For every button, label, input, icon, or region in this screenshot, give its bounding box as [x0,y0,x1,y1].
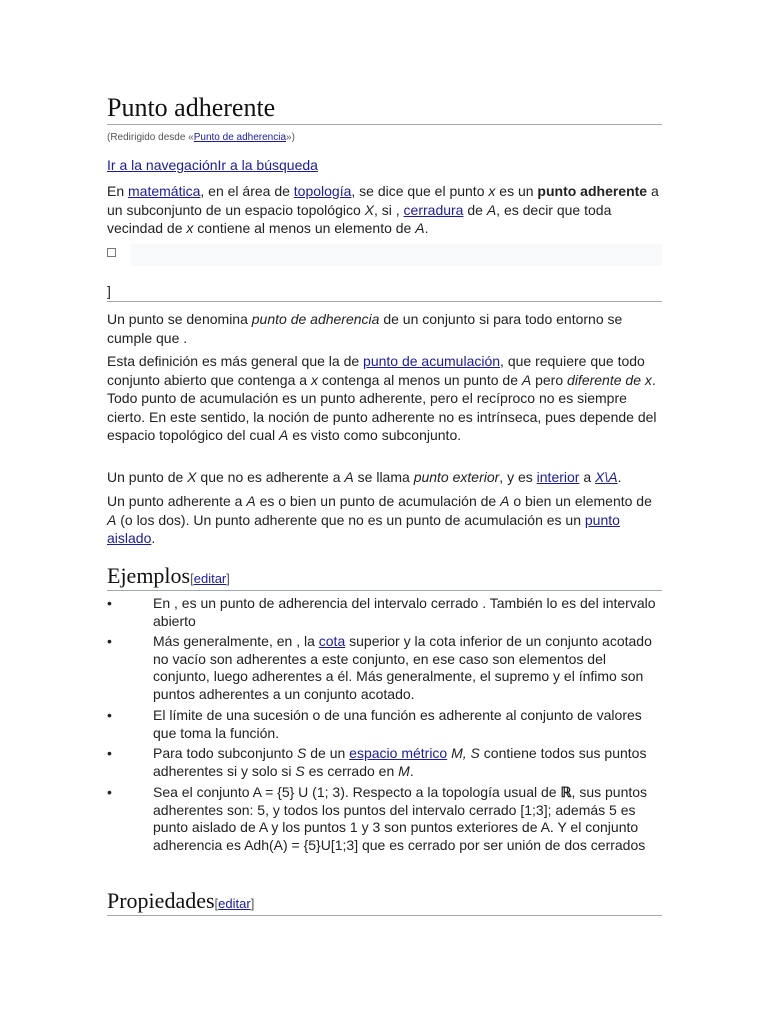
link-cerradura[interactable]: cerradura [403,201,464,218]
search-skip-link[interactable]: Ir a la búsqueda [217,157,318,173]
section-heading-propiedades: Propiedades[editar] [107,887,662,916]
edit-link[interactable]: editar [193,571,227,586]
list-item: • Sea el conjunto A = {5} U (1; 3). Respecto a la topología usual de ℝ, sus puntos adherentes son: 5, y todos los puntos del intervalo cerrado [1;3]; además 5 es punto aislado de A y los puntos 1 y 3 son puntos exteriores de A. Y el conjunto adherencia es Adh(A) = {5}U[1;3] que es cerrado por ser unión de dos cerrados [107,784,648,853]
link-punto-aislado[interactable]: punto aislado [107,511,620,546]
bullet: • [107,633,112,649]
checkbox-icon[interactable] [107,248,116,257]
section-heading-ejemplos: Ejemplos[editar] [107,562,662,591]
bullet: • [107,745,112,761]
stray-bracket: ] [107,283,111,299]
bullet: • [107,595,112,611]
link-interior[interactable]: interior [536,469,580,485]
redirect-prefix: (Redirigido desde « [107,132,194,143]
link-matematica[interactable]: matemática [128,183,201,199]
link-cota[interactable]: cota [318,633,346,649]
list-item: • En , es un punto de adherencia del intervalo cerrado . También lo es del intervalo abierto [107,595,656,629]
bullet: • [107,784,112,800]
reals-symbol: ℝ [560,784,572,800]
paragraph-accumulation: Esta definición es más general que la de punto de acumulación, que requiere que todo conjunto abierto que contenga a x contenga al menos un punto de A pero diferente de x. Todo punto de acumulación es un punto adherente, pero el recíproco no es siempre cierto. En este sentido, la noción de punto adherente no es intrínseca, pues depende del espacio topológico del cual A es visto como subconjunto. [107,353,657,443]
paragraph-exterior: Un punto de X que no es adherente a A se llama punto exterior, y es interior a X\A. [107,469,622,485]
redirect-suffix: ») [286,132,295,143]
list-item: • Más generalmente, en , la cota superior y la cota inferior de un conjunto acotado no vacío son adherentes a este conjunto, en ese caso son elementos del conjunto, luego adherentes a él. Más generalmente, el supremo y el ínfimo son puntos adherentes a un conjunto acotado. [107,633,652,702]
redirect-source-link[interactable]: Punto de adherencia [193,132,287,143]
link-topologia[interactable]: topología [293,183,352,199]
link-complement[interactable]: X\A [595,469,618,485]
bold-term: punto adherente [537,183,648,199]
skip-links [107,157,318,173]
page-title: Punto adherente [107,92,662,125]
formula-box [131,244,662,266]
nav-skip-link[interactable]: Ir a la navegación [107,157,218,173]
list-item: • El límite de una sucesión o de una función es adherente al conjunto de valores que toma la función. [107,707,642,741]
paragraph-isolated: Un punto adherente a A es o bien un punto de acumulación de A o bien un elemento de A (o los dos). Un punto adherente que no es un punto de acumulación es un punto aislado. [107,493,652,546]
paragraph-definition: Un punto se denomina punto de adherencia de un conjunto si para todo entorno se cumple que . [107,311,623,346]
list-item: • Para todo subconjunto S de un espacio métrico M, S contiene todos sus puntos adherentes si y solo si S es cerrado en M. [107,745,647,779]
divider [107,301,662,302]
link-espacio-metrico[interactable]: espacio métrico [349,745,448,761]
redirect-note [107,132,295,143]
intro-paragraph: En matemática, en el área de topología, se dice que el punto x es un punto adherente a un subconjunto de un espacio topológico X, si , cerradura de A, es decir que toda vecindad de x contiene al menos un elemento de A. [107,183,659,236]
link-punto-de-acumulacion[interactable]: punto de acumulación [363,353,501,369]
bullet: • [107,707,112,723]
edit-link[interactable]: editar [218,896,251,911]
